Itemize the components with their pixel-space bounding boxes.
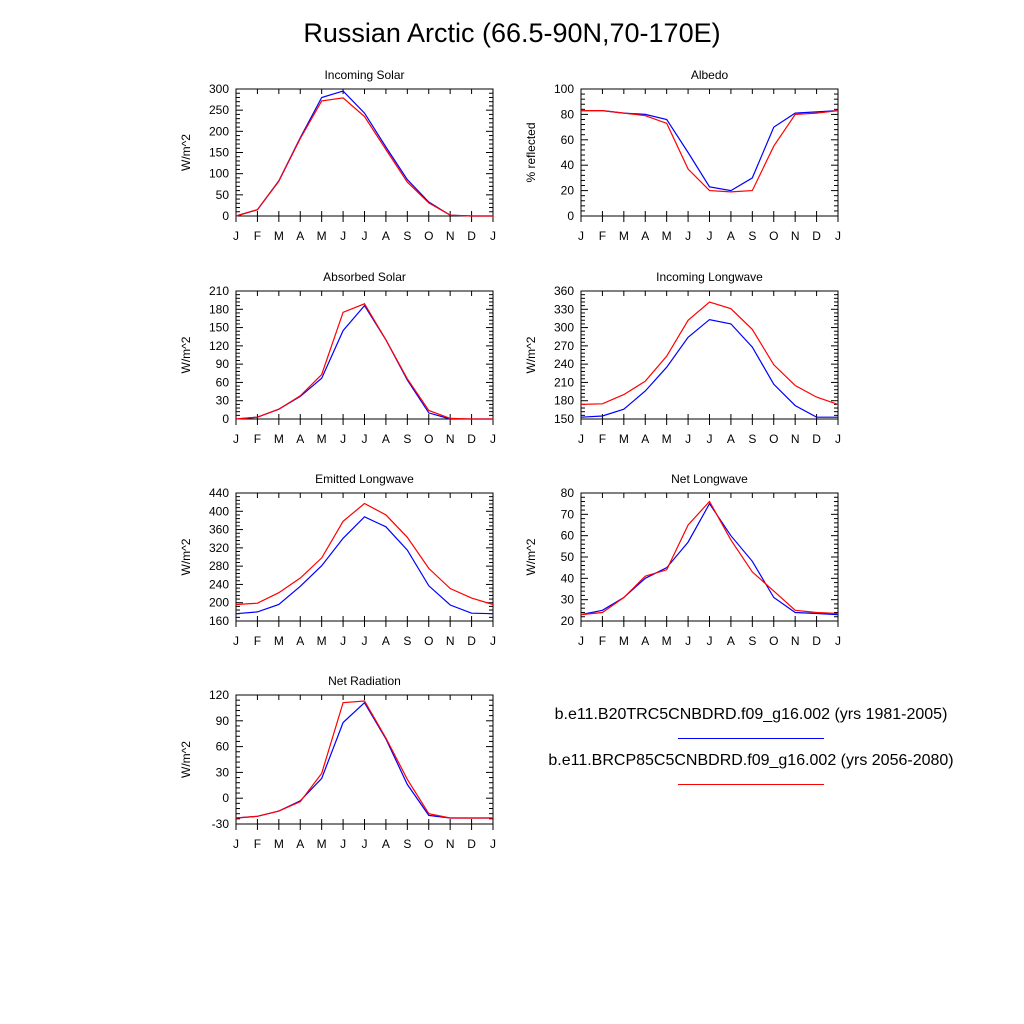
series-line-case1	[236, 517, 493, 614]
x-tick-label: A	[726, 634, 735, 648]
x-tick-label: A	[296, 634, 305, 648]
x-tick-label: S	[748, 229, 757, 243]
x-tick-label: A	[381, 837, 390, 851]
x-tick-label: J	[685, 634, 692, 648]
figure-title: Russian Arctic (66.5-90N,70-170E)	[303, 18, 721, 48]
y-tick-label: 180	[553, 393, 574, 408]
x-tick-label: D	[467, 229, 476, 243]
x-tick-label: O	[424, 432, 434, 446]
plot-frame	[581, 89, 838, 216]
x-tick-label: M	[316, 432, 327, 446]
y-tick-label: 90	[215, 357, 229, 372]
series-line-case1	[236, 91, 493, 216]
panel-net-radiation	[179, 674, 496, 851]
series-line-case1	[236, 306, 493, 419]
y-tick-label: 0	[222, 209, 229, 223]
y-tick-label: 50	[560, 550, 574, 564]
y-tick-label: 80	[560, 486, 574, 500]
x-tick-label: M	[316, 229, 327, 243]
panel-title: Net Radiation	[328, 674, 401, 688]
x-tick-label: S	[403, 432, 412, 446]
panel-emitted-longwave	[179, 472, 496, 648]
panel-net-longwave	[524, 472, 841, 648]
y-axis-label: W/m^2	[524, 538, 538, 576]
series-line-case2	[236, 98, 493, 216]
x-tick-label: A	[296, 229, 305, 243]
x-tick-label: J	[361, 634, 368, 648]
x-tick-label: A	[381, 634, 390, 648]
plot-frame	[581, 493, 838, 621]
x-tick-label: J	[490, 229, 496, 243]
y-tick-label: 100	[208, 166, 229, 181]
x-tick-label: M	[273, 432, 284, 446]
x-tick-label: S	[403, 229, 412, 243]
x-tick-label: F	[253, 634, 262, 648]
y-tick-label: 40	[560, 571, 574, 586]
y-tick-label: 280	[208, 559, 229, 574]
x-tick-label: A	[296, 432, 305, 446]
x-tick-label: J	[233, 229, 239, 243]
x-tick-label: J	[706, 229, 713, 243]
panel-absorbed-solar	[179, 270, 496, 446]
y-tick-label: 150	[208, 320, 229, 335]
plot-frame	[236, 291, 493, 419]
y-tick-label: 150	[208, 145, 229, 160]
x-tick-label: M	[661, 634, 672, 648]
panel-title: Emitted Longwave	[315, 472, 414, 486]
series-line-case1	[581, 504, 838, 615]
y-tick-label: 240	[553, 357, 574, 372]
y-tick-label: 270	[553, 338, 574, 353]
x-tick-label: J	[233, 634, 239, 648]
x-tick-label: N	[445, 634, 455, 648]
x-tick-label: M	[273, 634, 284, 648]
x-tick-label: O	[424, 837, 434, 851]
x-tick-label: O	[769, 432, 779, 446]
y-tick-label: 60	[560, 132, 574, 147]
y-tick-label: 330	[553, 302, 574, 317]
panel-incoming-solar	[179, 68, 496, 243]
y-tick-label: 30	[215, 393, 229, 408]
y-tick-label: 40	[560, 158, 574, 173]
x-tick-label: J	[361, 432, 368, 446]
y-tick-label: 80	[560, 107, 574, 122]
y-tick-label: 120	[208, 338, 229, 353]
x-tick-label: O	[424, 634, 434, 648]
y-tick-label: 150	[553, 412, 574, 426]
legend-label-case2: b.e11.BRCP85C5CNBDRD.f09_g16.002 (yrs 2056-2080)	[548, 752, 954, 769]
y-tick-label: 20	[560, 183, 574, 198]
series-line-case2	[581, 502, 838, 615]
y-tick-label: 60	[560, 528, 574, 543]
x-tick-label: J	[578, 634, 584, 648]
series-line-case2	[236, 701, 493, 818]
x-tick-label: D	[812, 634, 821, 648]
x-tick-label: J	[706, 432, 713, 446]
y-tick-label: 180	[208, 302, 229, 317]
panel-title: Incoming Longwave	[656, 270, 763, 284]
y-tick-label: 70	[560, 507, 574, 522]
x-tick-label: N	[445, 432, 455, 446]
y-axis-label: W/m^2	[179, 741, 193, 778]
y-tick-label: 250	[208, 103, 229, 118]
panel-incoming-longwave	[524, 270, 841, 446]
x-tick-label: M	[618, 634, 629, 648]
y-tick-label: 0	[222, 791, 229, 806]
y-tick-label: 200	[208, 595, 229, 610]
x-tick-label: J	[340, 432, 347, 446]
x-tick-label: N	[445, 229, 455, 243]
x-tick-label: J	[340, 634, 347, 648]
y-axis-label: W/m^2	[179, 336, 193, 374]
series-line-case2	[581, 111, 838, 192]
x-tick-label: D	[467, 634, 476, 648]
y-axis-label: W/m^2	[524, 336, 538, 374]
x-tick-label: D	[467, 837, 476, 851]
x-tick-label: O	[424, 229, 434, 243]
y-tick-label: 400	[208, 504, 229, 519]
y-tick-label: 30	[215, 765, 229, 780]
y-tick-label: 0	[567, 209, 574, 223]
y-tick-label: 210	[553, 375, 574, 390]
series-line-case1	[581, 320, 838, 418]
x-tick-label: J	[685, 432, 692, 446]
x-tick-label: J	[578, 229, 584, 243]
legend-label-case1: b.e11.B20TRC5CNBDRD.f09_g16.002 (yrs 1981-2005)	[554, 706, 948, 723]
y-tick-label: 440	[208, 486, 229, 500]
x-tick-label: M	[661, 229, 672, 243]
y-tick-label: 90	[215, 713, 229, 728]
x-tick-label: A	[641, 432, 650, 446]
y-tick-label: 60	[215, 375, 229, 390]
x-tick-label: J	[578, 432, 584, 446]
x-tick-label: D	[812, 229, 821, 243]
x-tick-label: M	[316, 837, 327, 851]
x-tick-label: N	[790, 432, 800, 446]
y-tick-label: 50	[215, 187, 229, 202]
x-tick-label: F	[253, 837, 262, 851]
x-tick-label: J	[706, 634, 713, 648]
x-tick-label: S	[403, 634, 412, 648]
y-tick-label: 120	[208, 688, 229, 702]
series-line-case2	[236, 304, 493, 419]
x-tick-label: F	[598, 432, 607, 446]
y-tick-label: 100	[553, 82, 574, 96]
panel-title: Absorbed Solar	[323, 270, 406, 284]
plot-frame	[236, 493, 493, 621]
x-tick-label: F	[253, 432, 262, 446]
x-tick-label: A	[381, 229, 390, 243]
panel-albedo	[524, 68, 841, 243]
y-axis-label: % reflected	[524, 122, 538, 183]
x-tick-label: D	[467, 432, 476, 446]
x-tick-label: J	[361, 229, 368, 243]
x-tick-label: A	[381, 432, 390, 446]
y-axis-label: W/m^2	[179, 538, 193, 576]
x-tick-label: S	[403, 837, 412, 851]
series-line-case2	[236, 504, 493, 605]
x-tick-label: N	[445, 837, 455, 851]
y-tick-label: 360	[208, 522, 229, 537]
y-tick-label: 60	[215, 739, 229, 754]
y-tick-label: 300	[553, 320, 574, 335]
x-tick-label: J	[835, 634, 841, 648]
y-tick-label: 300	[208, 82, 229, 96]
y-tick-label: 240	[208, 577, 229, 592]
y-tick-label: 0	[222, 412, 229, 426]
x-tick-label: N	[790, 229, 800, 243]
y-axis-label: W/m^2	[179, 134, 193, 171]
x-tick-label: J	[233, 837, 239, 851]
y-tick-label: 30	[560, 592, 574, 607]
panel-title: Incoming Solar	[324, 68, 405, 82]
x-tick-label: D	[812, 432, 821, 446]
x-tick-label: J	[340, 837, 347, 851]
x-tick-label: J	[490, 837, 496, 851]
x-tick-label: M	[618, 432, 629, 446]
x-tick-label: S	[748, 634, 757, 648]
x-tick-label: M	[316, 634, 327, 648]
x-tick-label: F	[253, 229, 262, 243]
x-tick-label: J	[835, 229, 841, 243]
panel-title: Net Longwave	[671, 472, 748, 486]
x-tick-label: O	[769, 229, 779, 243]
x-tick-label: M	[273, 837, 284, 851]
x-tick-label: M	[661, 432, 672, 446]
y-tick-label: 210	[208, 284, 229, 298]
x-tick-label: J	[685, 229, 692, 243]
x-tick-label: M	[618, 229, 629, 243]
legend-line-case2	[678, 784, 824, 785]
x-tick-label: A	[641, 634, 650, 648]
y-tick-label: 360	[553, 284, 574, 298]
legend-line-case1	[678, 738, 824, 739]
plot-frame	[236, 695, 493, 824]
x-tick-label: J	[490, 432, 496, 446]
series-line-case1	[236, 703, 493, 818]
plot-frame	[236, 89, 493, 216]
x-tick-label: S	[748, 432, 757, 446]
x-tick-label: M	[273, 229, 284, 243]
y-tick-label: 20	[560, 614, 574, 628]
x-tick-label: O	[769, 634, 779, 648]
x-tick-label: F	[598, 229, 607, 243]
plot-frame	[581, 291, 838, 419]
y-tick-label: 200	[208, 124, 229, 139]
series-line-case1	[581, 111, 838, 191]
y-tick-label: -30	[211, 817, 229, 831]
y-tick-label: 160	[208, 614, 229, 628]
x-tick-label: F	[598, 634, 607, 648]
x-tick-label: J	[233, 432, 239, 446]
x-tick-label: A	[296, 837, 305, 851]
panel-title: Albedo	[690, 68, 729, 82]
x-tick-label: A	[726, 432, 735, 446]
x-tick-label: J	[340, 229, 347, 243]
x-tick-label: J	[361, 837, 368, 851]
series-line-case2	[581, 302, 838, 404]
x-tick-label: A	[641, 229, 650, 243]
x-tick-label: A	[726, 229, 735, 243]
x-tick-label: J	[490, 634, 496, 648]
x-tick-label: N	[790, 634, 800, 648]
x-tick-label: J	[835, 432, 841, 446]
y-tick-label: 320	[208, 540, 229, 555]
